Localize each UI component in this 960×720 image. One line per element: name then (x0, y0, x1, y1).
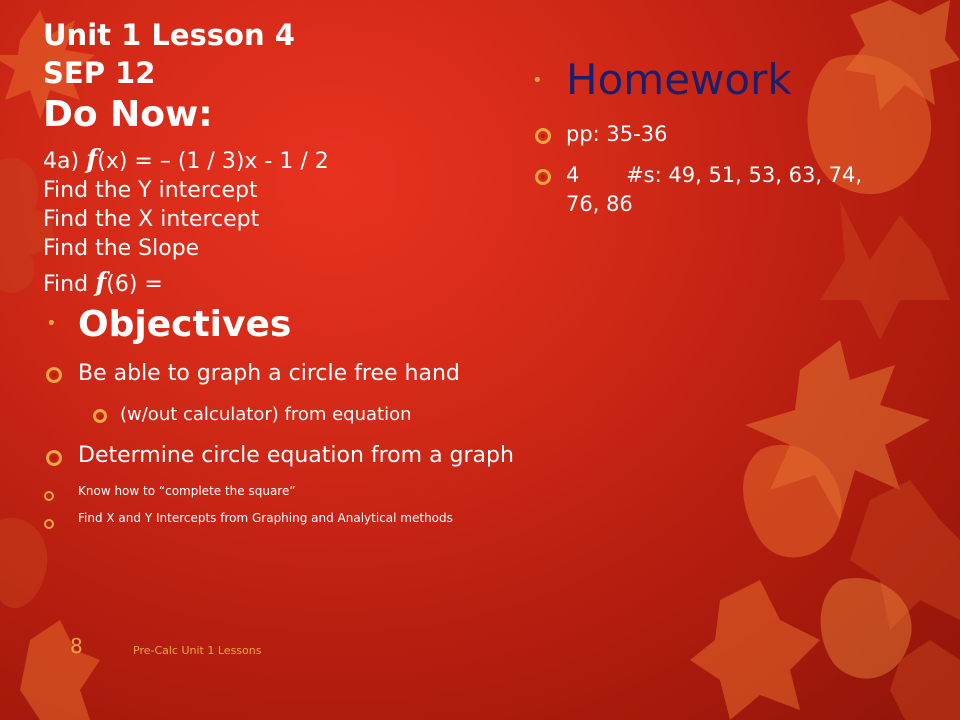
objective-3-bullet-icon (44, 486, 54, 505)
do-now-x-intercept: Find the X intercept (43, 207, 260, 232)
objectives-title: Objectives (78, 304, 292, 345)
leaf-bottom-left (0, 518, 100, 720)
homework-problems: 4 #s: 49, 51, 53, 63, 74, (566, 163, 863, 187)
homework-pages: pp: 35-36 (566, 122, 668, 146)
unit-lesson-heading: Unit 1 Lesson 4 (43, 18, 295, 52)
objective-3: Know how to “complete the square” (78, 484, 296, 498)
objective-1: Be able to graph a circle free hand (78, 361, 460, 386)
do-now-y-intercept: Find the Y intercept (43, 178, 258, 203)
objective-1-bullet-icon (46, 367, 62, 387)
function-definition: (x) = – (1 / 3)x - 1 / 2 (97, 149, 329, 174)
do-now-line-function (43, 146, 329, 176)
objective-2-bullet-icon (46, 450, 62, 470)
do-now-evaluate (43, 269, 163, 299)
homework-problems-cont: 76, 86 (566, 192, 633, 216)
date-heading: SEP 12 (43, 56, 156, 90)
objective-1-sub: (w/out calculator) from equation (120, 404, 412, 425)
function-symbol: f (95, 268, 107, 298)
do-now-line-prefix: 4a) (43, 149, 87, 174)
slide-number: 8 (70, 634, 83, 658)
evaluate-argument: (6) = (106, 272, 163, 297)
evaluate-prefix: Find (43, 272, 96, 297)
homework-title: Homework (566, 55, 792, 104)
objective-2: Determine circle equation from a graph (78, 443, 514, 468)
objective-4-bullet-icon (44, 514, 54, 533)
footer-text: Pre-Calc Unit 1 Lessons (133, 644, 262, 657)
function-symbol: f (86, 145, 98, 175)
objective-4: Find X and Y Intercepts from Graphing and Analytical methods (78, 511, 453, 525)
do-now-title: Do Now: (43, 94, 213, 135)
homework-2-bullet-icon (535, 169, 551, 189)
homework-1-bullet-icon (535, 128, 551, 148)
objective-1-sub-bullet-icon (93, 408, 107, 427)
homework-dot-bullet: • (532, 70, 543, 91)
objectives-dot-bullet: • (46, 313, 57, 334)
do-now-slope: Find the Slope (43, 236, 200, 261)
